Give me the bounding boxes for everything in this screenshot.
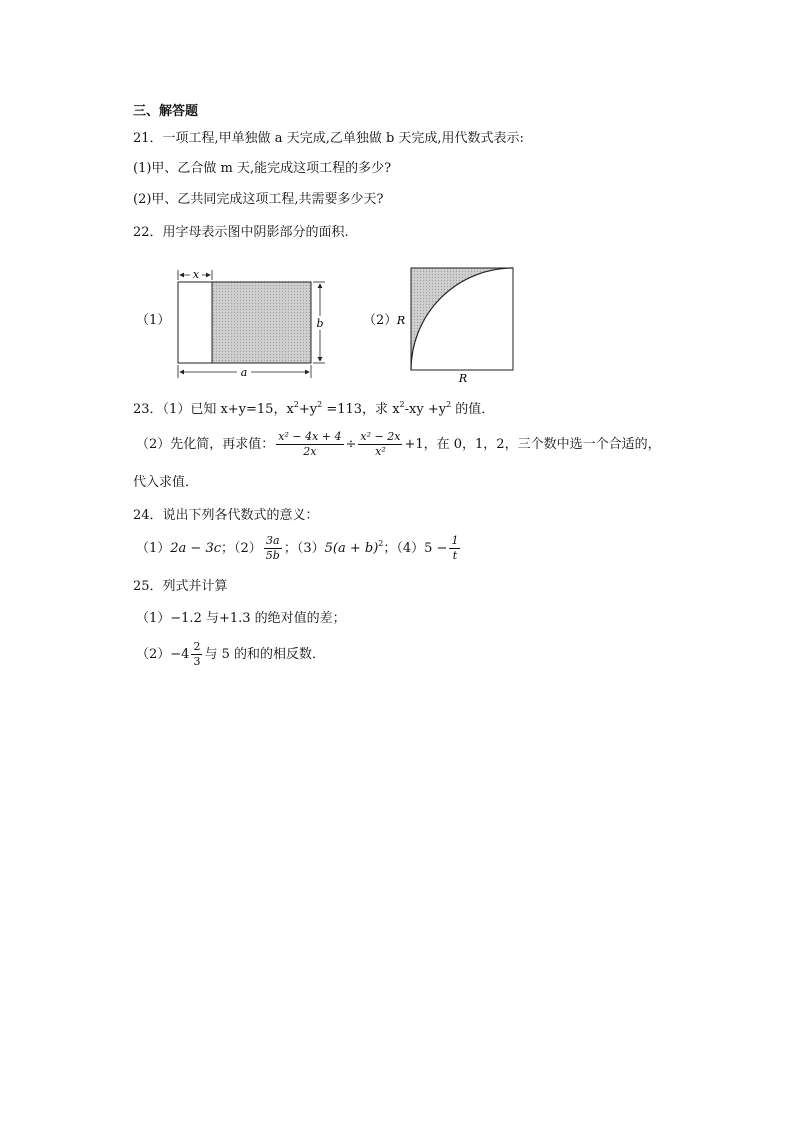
q23-part1: 23．（1）已知 x+y=15，$x^2+y^2 =113$，求 $x^2-xy +y^2$ 的值． — [133, 400, 495, 417]
q25-stem: 25．列式并计算 — [133, 579, 228, 594]
q22-stem: 22．用字母表示图中阴影部分的面积. — [133, 225, 349, 240]
q21-part1: (1)甲、乙合做 m 天,能完成这项工程的多少? — [133, 161, 392, 176]
fig2-left-r: R — [396, 314, 406, 327]
q23-part2-cont: 代入求值． — [133, 475, 199, 490]
q24-items: （1）2a − 3c；（2） $\frac{3a}{5b}$ ；$(3)5(a + b)^2$；（4）5 − $\frac{1}{t}$ — [136, 534, 459, 562]
fig1-b-label: b — [316, 317, 324, 330]
q24-fraction-2: $\frac{1}{t}$ — [451, 534, 459, 562]
fig1-label: （1） — [136, 313, 171, 328]
q24-stem: 24．说出下列各代数式的意义： — [133, 508, 319, 523]
section-title: 三、解答题 — [133, 104, 199, 119]
fig1-shaded-rect — [212, 282, 311, 363]
q25-part1: （1）−1.2 与+1.3 的绝对值的差； — [136, 611, 346, 626]
q21-part2: (2)甲、乙共同完成这项工程,共需要多少天? — [133, 192, 384, 207]
q23-fraction-1: $\frac{\text{x² − 4x + 4}}{2x}$ — [278, 430, 342, 458]
q25-fraction: $\frac{2}{3}$ — [193, 640, 201, 668]
q21-stem: 21．一项工程,甲单独做 a 天完成,乙单独做 b 天完成,用代数式表示: — [133, 131, 524, 146]
q23-fraction-2: $\frac{\text{x² − 2x}}{\text{x²}}$ — [360, 430, 401, 458]
fig2-shaded-region — [411, 268, 513, 370]
q24-fraction-1: $\frac{3a}{5b}$ — [265, 534, 280, 562]
fig1-x-label: x — [192, 268, 200, 281]
q25-part2: （2）−4 $\frac{2}{3}$ 与 5 的和的相反数． — [136, 640, 325, 668]
fig1-a-label: a — [240, 366, 248, 379]
fig2-bottom-r: R — [458, 372, 468, 385]
q23-part2: （2）先化简，再求值： $\frac{\text{x² − 4x + 4}}{2x}$ ÷ $\frac{\text{x² − 2x}}{\text{x²}}$ +1，在 0，1，2，三个数中选一个合适的， — [136, 430, 661, 458]
fig2-label: （2） — [363, 313, 398, 328]
figure-2 — [395, 264, 520, 386]
figure-1 — [170, 266, 330, 380]
